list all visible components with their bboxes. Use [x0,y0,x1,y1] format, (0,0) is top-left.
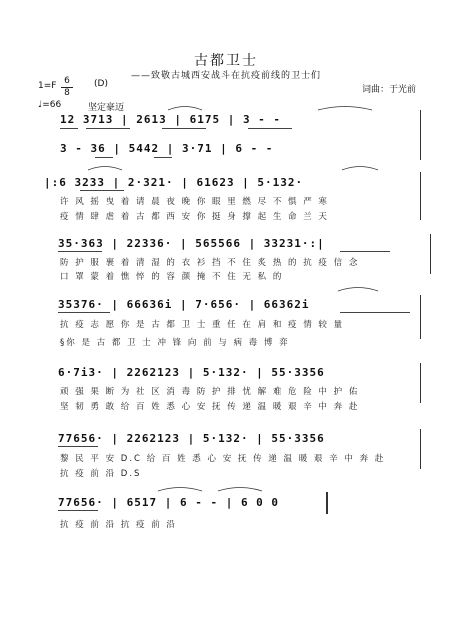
slur [338,288,378,292]
lyrics-row-5-verse-2: §你 是 古 都 卫 士 冲 锋 向 前 与 病 毒 博 弈 [60,338,290,348]
song-title: 古都卫士 [194,53,258,69]
notation-row-7: 77656· | 2262123 | 5·132· | 55·3356 [58,432,325,445]
meter-bottom: 8 [64,88,70,98]
notation-row-2: 3 - 36 | 5442 | 3·71 | 6 - - [60,142,274,155]
lyrics-row-5-verse-1: 抗 疫 志 愿 你 是 古 都 卫 士 重 任 在 肩 和 疫 情 较 量 [60,320,345,330]
notation-row-1: 12 3713 | 2613 | 6175 | 3 - - [60,113,282,126]
notation-row-6: 6·7i3· | 2262123 | 5·132· | 55·3356 [58,366,325,379]
notation-row-4: 35·363 | 22336· | 565566 | 33231·:| [58,237,325,250]
slur [318,107,372,111]
slur [168,107,202,111]
lyrics-row-4-verse-1: 防 护 服 裹 着 清 湿 的 衣 衫 挡 不 住 炙 热 的 抗 疫 信 念 [60,258,360,268]
lyrics-row-6-verse-2: 坚 韧 勇 敢 给 百 姓 悉 心 安 抚 传 递 温 暖 艰 辛 中 奔 赴 [60,402,360,412]
mode-mark: (D) [94,79,108,89]
credits: 词曲：于光前 [362,85,417,95]
song-subtitle: ——致敬古城西安战斗在抗疫前线的卫士们 [130,71,321,81]
slur [158,488,202,492]
slur [88,167,122,171]
tempo-mark: ♩=66 [38,100,62,110]
notation-row-5: 35376· | 66636i | 7·656· | 66362i [58,298,310,311]
meter-top: 6 [64,76,70,86]
notation-row-3: |:6 3233 | 2·321· | 61623 | 5·132· [44,176,304,189]
slur [342,167,378,171]
lyrics-row-7-verse-1: 黎 民 平 安 D.C 给 百 姓 悉 心 安 抚 传 递 温 暖 艰 辛 中 奔 赴 [60,454,386,464]
expression-mark: 坚定豪迈 [88,103,125,113]
lyrics-row-4-verse-2: 口 罩 蒙 着 憔 悴 的 容 颜 掩 不 住 无 私 的 [60,272,284,282]
lyrics-row-3-verse-1: 许 风 摇 曳 着 请 晨 夜 晚 你 眼 里 燃 尽 不 惧 严 寒 [60,197,329,207]
lyrics-row-3-verse-2: 疫 情 肆 虐 着 古 都 西 安 你 挺 身 撑 起 生 命 兰 天 [60,212,329,222]
key-signature: 1=F [38,81,57,91]
slur [218,488,262,492]
lyrics-row-8-verse-1: 抗 疫 前 沿 抗 疫 前 沿 [60,520,177,530]
lyrics-row-7-verse-2: 抗 疫 前 沿 D.S [60,469,142,479]
lyrics-row-6-verse-1: 顽 强 果 断 为 社 区 消 毒 防 护 排 忧 解 难 危 险 中 护 佑 [60,387,360,397]
notation-row-8: 77656· | 6517 | 6 - - | 6 0 0 [58,496,280,509]
